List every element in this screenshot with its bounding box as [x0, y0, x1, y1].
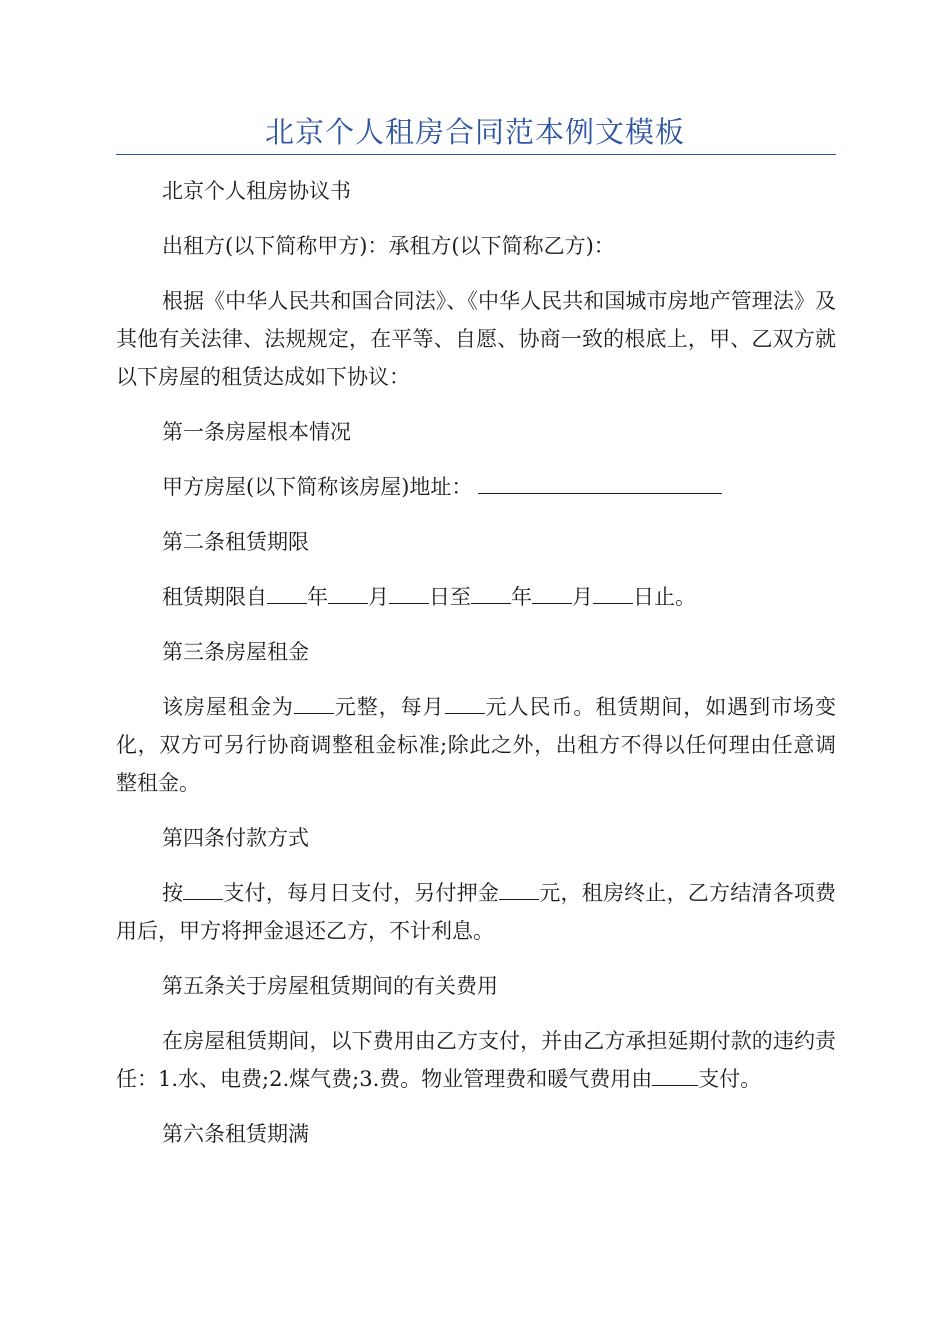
heading-article-1: 第一条房屋根本情况 [162, 420, 351, 444]
fees-text: 约责任：1.水、电费;2.煤气费;3.费。物业管理费和暖气费用由 [116, 1029, 837, 1091]
start-month-blank [328, 583, 368, 604]
end-day-blank [593, 583, 633, 604]
rent-text-line-3: 任意调整租金。 [116, 733, 837, 795]
document-body [116, 172, 836, 1170]
heading-article-6: 第六条租赁期满 [162, 1122, 309, 1146]
payment-text-line-2: 项费用后，甲方将押金退还乙方，不计利息。 [116, 881, 837, 943]
legal-basis-line-1: 根据《中华人民共和国合同法》、《中华人民共和国城市房地产管理 [162, 289, 773, 313]
legal-basis-line-2: 法》及其他有关法律、法规规定，在平等、自愿、协商一致的根底上， [116, 289, 836, 351]
rent-monthly-blank [445, 693, 485, 714]
heading-article-5: 第五条关于房屋租赁期间的有关费用 [162, 974, 498, 998]
address-label: 甲方房屋(以下简称该房屋)地址： [162, 475, 473, 499]
lease-term-text: 租赁期限自 [162, 585, 267, 609]
paragraph-lease-term [116, 578, 836, 616]
paragraph-rent [116, 688, 836, 802]
rent-text-line-2: 变化，双方可另行协商调整租金标准;除此之外，出租方不得以任何理由 [116, 695, 837, 757]
heading-article-3: 第三条房屋租金 [162, 640, 309, 664]
address-blank [478, 473, 722, 494]
legal-basis-line-3: 甲、乙双方就以下房屋的租赁达成如下协议： [116, 327, 837, 389]
lease-term-text: 年 [307, 585, 328, 609]
rent-text: 元人民币。租赁期间，如遇到市场 [484, 695, 816, 719]
rent-text: 元整，每月 [333, 695, 445, 719]
payment-text: 按 [162, 881, 184, 905]
paragraph-legal-basis [116, 282, 836, 396]
lease-term-text: 日止。 [633, 585, 696, 609]
heading-article-2: 第二条租赁期限 [162, 530, 309, 554]
payment-text: 支付，每月日支付，另付押金 [223, 881, 500, 905]
paragraph-parties: 出租方(以下简称甲方)：承租方(以下简称乙方)： [162, 234, 615, 258]
paragraph-address [116, 468, 836, 506]
fees-payer-blank [652, 1065, 698, 1086]
start-year-blank [267, 583, 307, 604]
payment-method-blank [183, 879, 223, 900]
fees-text-line-1: 在房屋租赁期间，以下费用由乙方支付，并由乙方承担延期付款的违 [162, 1029, 794, 1053]
fees-text-line-3: 付。 [719, 1067, 762, 1091]
end-month-blank [532, 583, 572, 604]
lease-term-text: 月 [368, 585, 389, 609]
paragraph-agreement-name: 北京个人租房协议书 [162, 179, 351, 203]
fees-text: 支 [698, 1067, 720, 1091]
heading-article-4: 第四条付款方式 [162, 826, 309, 850]
rent-text: 该房屋租金为 [162, 695, 294, 719]
start-day-blank [389, 583, 429, 604]
lease-term-text: 日至 [429, 585, 471, 609]
title-underline [116, 154, 836, 155]
lease-term-text: 年 [511, 585, 532, 609]
payment-text: 元，租房终止，乙方结清各 [539, 881, 794, 905]
document-title: 北京个人租房合同范本例文模板 [264, 115, 685, 149]
paragraph-fees [116, 1022, 836, 1098]
end-year-blank [471, 583, 511, 604]
lease-term-text: 月 [572, 585, 593, 609]
rent-total-blank [294, 693, 334, 714]
paragraph-payment [116, 874, 836, 950]
deposit-blank [499, 879, 539, 900]
